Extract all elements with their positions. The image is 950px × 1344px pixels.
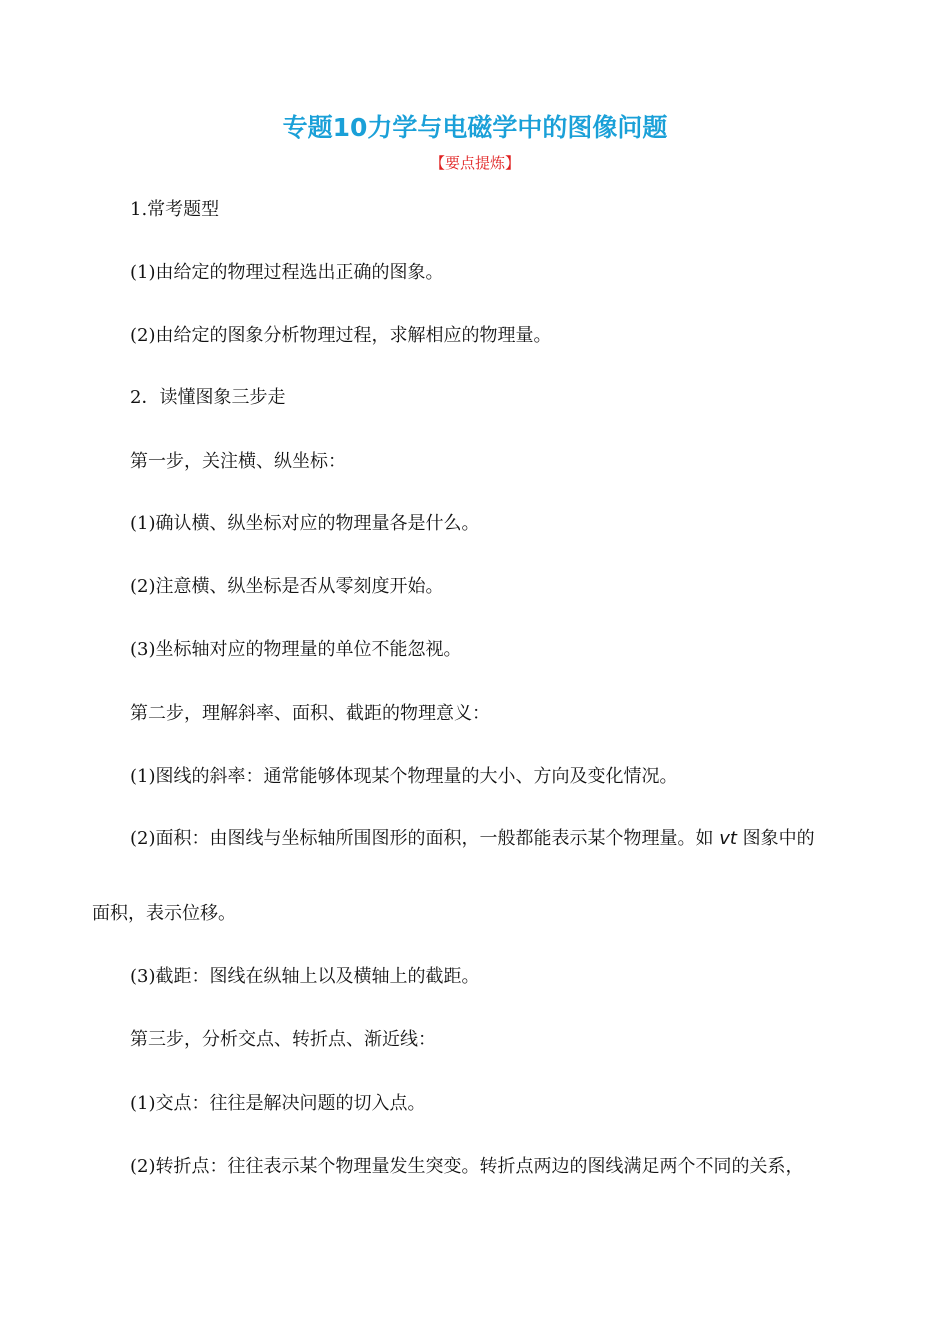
paragraph-continuation: 面积，表示位移。: [92, 903, 236, 924]
paragraph-line: (1)图线的斜率：通常能够体现某个物理量的大小、方向及变化情况。: [130, 766, 678, 787]
section-subtitle: 【要点提炼】: [429, 154, 520, 172]
paragraph-line: 第一步，关注横、纵坐标：: [130, 451, 346, 472]
paragraph-line-area: [130, 827, 815, 851]
area-prefix: (2)面积：由图线与坐标轴所围图形的面积，一般都能表示某个物理量。如: [130, 828, 720, 849]
paragraph-line: (2)注意横、纵坐标是否从零刻度开始。: [130, 576, 444, 597]
paragraph-line: 第三步，分析交点、转折点、渐近线：: [130, 1029, 436, 1050]
paragraph-line: (2)由给定的图象分析物理过程，求解相应的物理量。: [130, 325, 552, 346]
paragraph-line: (3)截距：图线在纵轴上以及横轴上的截距。: [130, 966, 480, 987]
paragraph-line: (1)由给定的物理过程选出正确的图象。: [130, 262, 444, 283]
paragraph-line: 1.常考题型: [130, 199, 220, 220]
area-suffix: 图象中的: [736, 828, 815, 849]
vt-variable: vt: [719, 828, 737, 849]
paragraph-line: (1)确认横、纵坐标对应的物理量各是什么。: [130, 513, 480, 534]
paragraph-line: (1)交点：往往是解决问题的切入点。: [130, 1093, 426, 1114]
page-title: 专题10力学与电磁学中的图像问题: [282, 113, 668, 142]
paragraph-line: 第二步，理解斜率、面积、截距的物理意义：: [130, 703, 490, 724]
paragraph-line: 2．读懂图象三步走: [130, 387, 286, 408]
paragraph-line: (3)坐标轴对应的物理量的单位不能忽视。: [130, 639, 462, 660]
paragraph-line: (2)转折点：往往表示某个物理量发生突变。转折点两边的图线满足两个不同的关系，: [130, 1156, 804, 1177]
